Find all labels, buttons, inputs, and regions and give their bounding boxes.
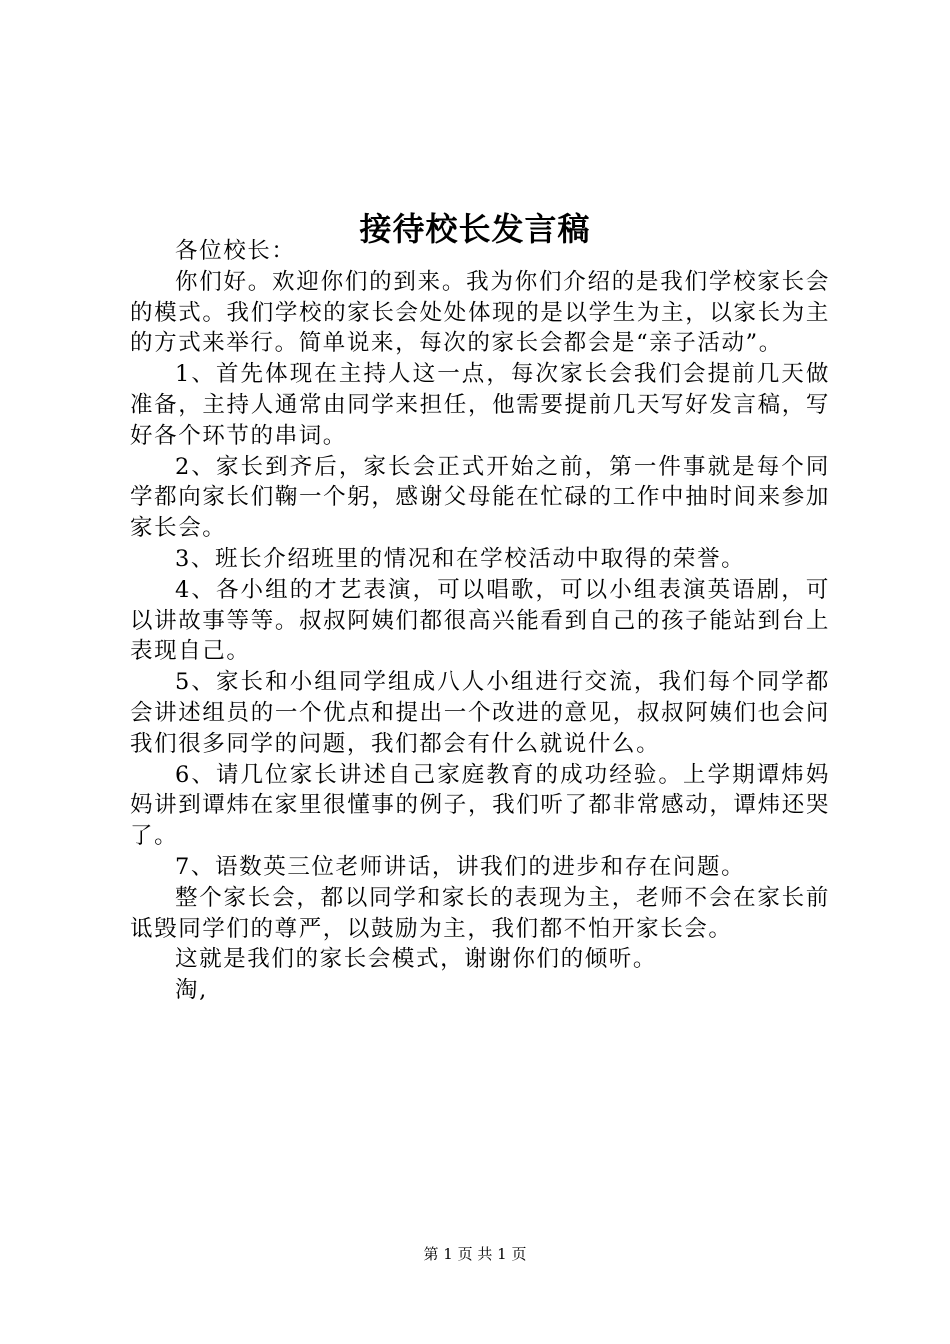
paragraph-summary: 整个家长会，都以同学和家长的表现为主，老师不会在家长前诋毁同学们的尊严，以鼓励为主，我们都不怕开家长会。 (130, 884, 830, 942)
document-body (130, 236, 830, 1006)
paragraph-item-6: 6、请几位家长讲述自己家庭教育的成功经验。上学期谭炜妈妈讲到谭炜在家里很懂事的例子，我们听了都非常感动，谭炜还哭了。 (130, 761, 830, 850)
paragraph-closing: 这就是我们的家长会模式，谢谢你们的倾听。 (175, 946, 658, 973)
paragraph-item-3: 3、班长介绍班里的情况和在学校活动中取得的荣誉。 (175, 545, 746, 572)
paragraph-item-2: 2、家长到齐后，家长会正式开始之前，第一件事就是每个同学都向家长们鞠一个躬，感谢父母能在忙碌的工作中抽时间来参加家长会。 (130, 453, 830, 542)
paragraph-item-4: 4、各小组的才艺表演，可以唱歌，可以小组表演英语剧，可以讲故事等等。叔叔阿姨们都很高兴能看到自己的孩子能站到台上表现自己。 (130, 576, 830, 665)
paragraph-trailing: 淘, (175, 977, 208, 1004)
paragraph-item-7: 7、语数英三位老师讲话，讲我们的进步和存在问题。 (175, 853, 746, 880)
page-footer: 第 1 页 共 1 页 (423, 1245, 527, 1263)
salutation: 各位校长： (175, 238, 296, 264)
document-title: 接待校长发言稿 (359, 210, 591, 249)
paragraph-intro: 你们好。欢迎你们的到来。我为你们介绍的是我们学校家长会的模式。我们学校的家长会处处体现的是以学生为主，以家长为主的方式来举行。简单说来，每次的家长会都会是“亲子活动”。 (130, 268, 830, 357)
paragraph-item-5: 5、家长和小组同学组成八人小组进行交流，我们每个同学都会讲述组员的一个优点和提出一个改进的意见，叔叔阿姨们也会问我们很多同学的问题，我们都会有什么就说什么。 (130, 669, 830, 757)
paragraph-item-1: 1、首先体现在主持人这一点，每次家长会我们会提前几天做准备，主持人通常由同学来担任，他需要提前几天写好发言稿，写好各个环节的串词。 (130, 361, 830, 449)
